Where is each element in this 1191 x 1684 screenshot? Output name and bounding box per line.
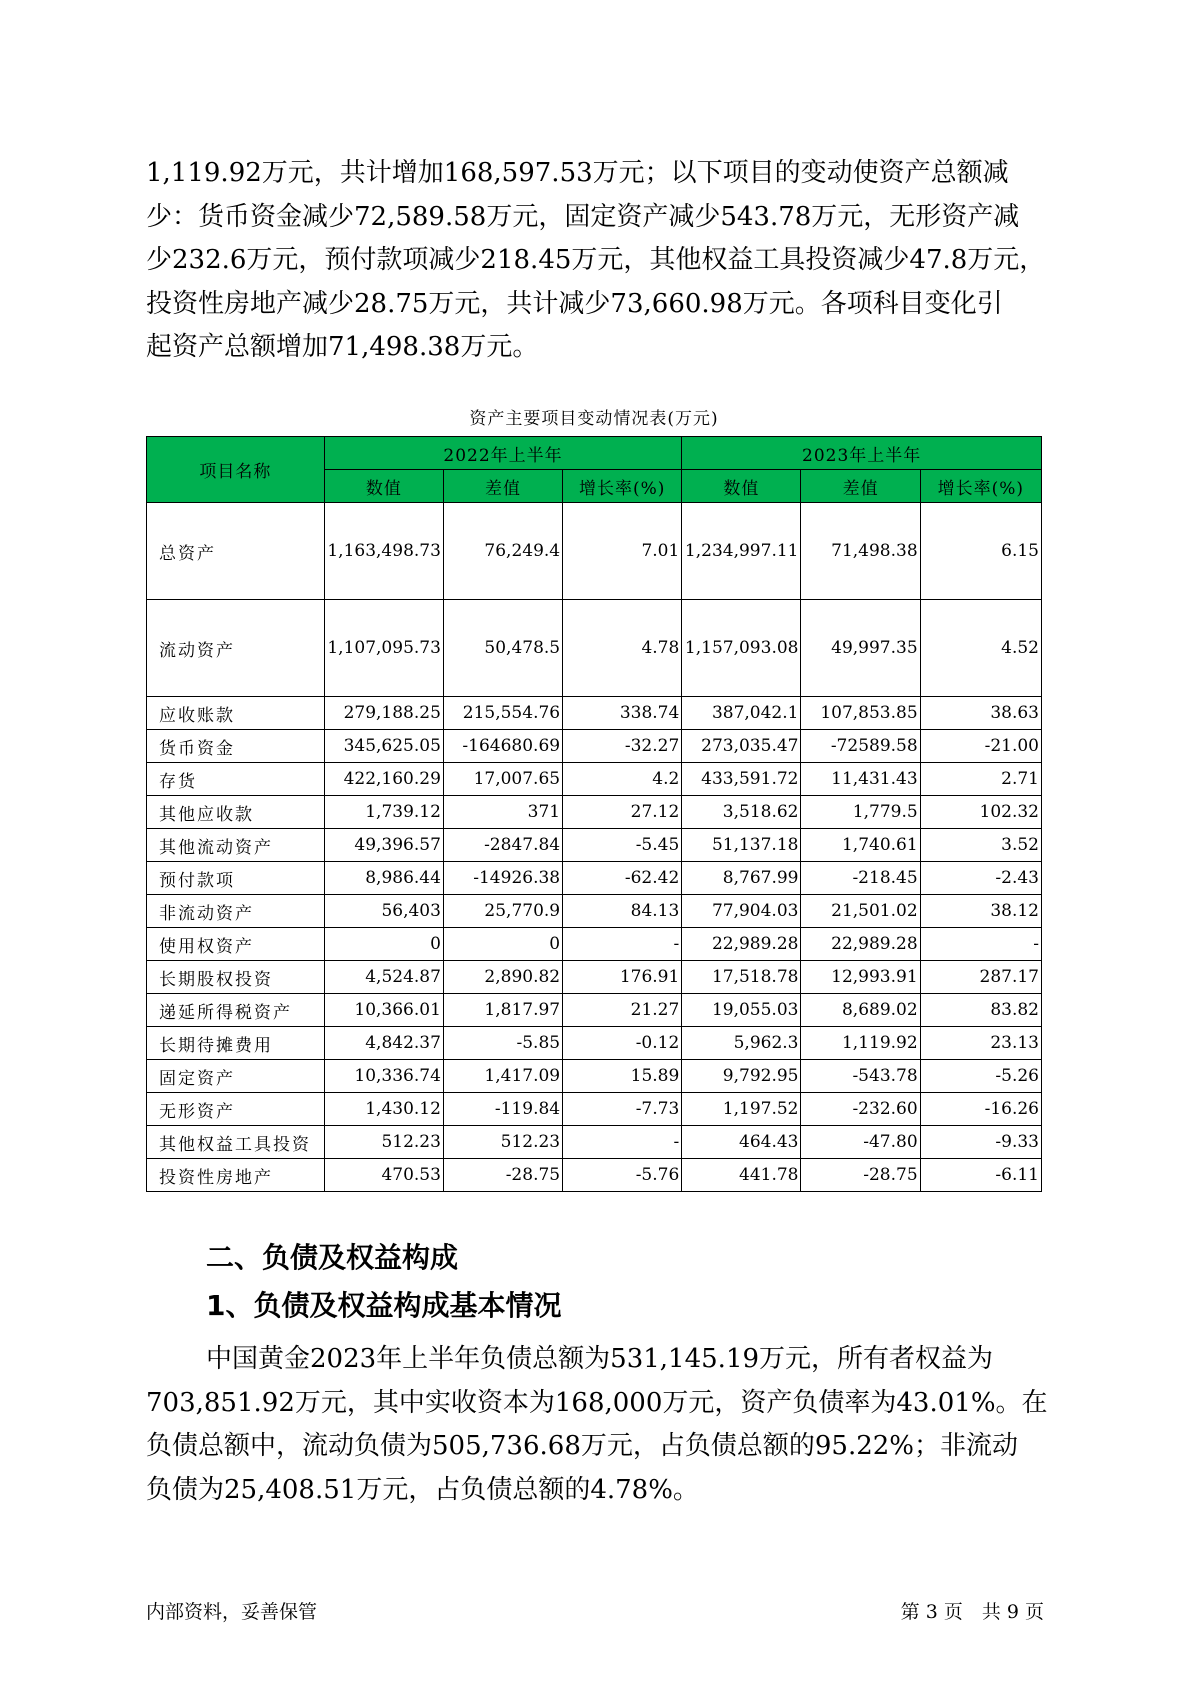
- rate-2023-cell: 287.17: [920, 961, 1041, 994]
- diff-2022-cell: 17,007.65: [443, 763, 562, 796]
- table-header-row: [147, 437, 1042, 470]
- diff-2023-cell: -72589.58: [801, 730, 920, 763]
- table-row: [147, 796, 1042, 829]
- item-name-cell: 投资性房地产: [147, 1159, 325, 1192]
- value-2023-cell: 77,904.03: [682, 895, 801, 928]
- diff-2023-cell: 71,498.38: [801, 503, 920, 600]
- item-name-cell: 固定资产: [147, 1060, 325, 1093]
- value-2022-cell: 0: [324, 928, 443, 961]
- intro-line: 投资性房地产减少28.75万元，共计减少73,660.98万元。各项科目变化引: [146, 288, 1003, 319]
- diff-2023-cell: -28.75: [801, 1159, 920, 1192]
- value-2022-cell: 470.53: [324, 1159, 443, 1192]
- value-2022-cell: 8,986.44: [324, 862, 443, 895]
- diff-2023-cell: 8,689.02: [801, 994, 920, 1027]
- rate-2023-cell: 2.71: [920, 763, 1041, 796]
- table-row: [147, 829, 1042, 862]
- rate-2022-cell: -32.27: [563, 730, 682, 763]
- item-name-cell: 预付款项: [147, 862, 325, 895]
- value-2022-cell: 1,739.12: [324, 796, 443, 829]
- value-2023-cell: 51,137.18: [682, 829, 801, 862]
- value-2023-cell: 19,055.03: [682, 994, 801, 1027]
- liability-paragraph: [146, 1338, 1046, 1512]
- diff-2022-cell: -119.84: [443, 1093, 562, 1126]
- liability-line: 负债总额中，流动负债为505,736.68万元，占负债总额的95.22%；非流动: [146, 1431, 1019, 1461]
- diff-2022-cell: 1,417.09: [443, 1060, 562, 1093]
- table-body: [147, 503, 1042, 1192]
- rate-2022-cell: 4.78: [563, 600, 682, 697]
- item-name-cell: 长期股权投资: [147, 961, 325, 994]
- value-2023-cell: 387,042.1: [682, 697, 801, 730]
- diff-2023-cell: -218.45: [801, 862, 920, 895]
- diff-2022-cell: 215,554.76: [443, 697, 562, 730]
- table-row: [147, 862, 1042, 895]
- table-row: [147, 1027, 1042, 1060]
- diff-header-2023: 差值: [801, 470, 920, 503]
- value-2022-cell: 4,524.87: [324, 961, 443, 994]
- value-2023-cell: 1,157,093.08: [682, 600, 801, 697]
- rate-2023-cell: 83.82: [920, 994, 1041, 1027]
- value-2023-cell: 5,962.3: [682, 1027, 801, 1060]
- table-row: [147, 961, 1042, 994]
- table-row: [147, 895, 1042, 928]
- value-2023-cell: 433,591.72: [682, 763, 801, 796]
- diff-2023-cell: 22,989.28: [801, 928, 920, 961]
- diff-2022-cell: 512.23: [443, 1126, 562, 1159]
- liability-line: 703,851.92万元，其中实收资本为168,000万元，资产负债率为43.01%。在: [146, 1387, 1048, 1418]
- table-row: [147, 1060, 1042, 1093]
- diff-2022-cell: -5.85: [443, 1027, 562, 1060]
- value-2022-cell: 4,842.37: [324, 1027, 443, 1060]
- table-row: [147, 503, 1042, 600]
- table-row: [147, 763, 1042, 796]
- item-name-cell: 使用权资产: [147, 928, 325, 961]
- value-2023-cell: 8,767.99: [682, 862, 801, 895]
- diff-2022-cell: -14926.38: [443, 862, 562, 895]
- value-2022-cell: 56,403: [324, 895, 443, 928]
- rate-2023-cell: 102.32: [920, 796, 1041, 829]
- table-row: [147, 730, 1042, 763]
- diff-2022-cell: 50,478.5: [443, 600, 562, 697]
- diff-2022-cell: 76,249.4: [443, 503, 562, 600]
- value-2023-cell: 9,792.95: [682, 1060, 801, 1093]
- item-name-cell: 其他流动资产: [147, 829, 325, 862]
- period-2023-header: 2023年上半年: [682, 437, 1042, 470]
- value-2022-cell: 345,625.05: [324, 730, 443, 763]
- subsection-heading: 1、负债及权益构成基本情况: [206, 1289, 562, 1322]
- rate-2023-cell: -2.43: [920, 862, 1041, 895]
- item-name-cell: 流动资产: [147, 600, 325, 697]
- diff-2023-cell: 11,431.43: [801, 763, 920, 796]
- diff-2023-cell: -232.60: [801, 1093, 920, 1126]
- intro-line: 少：货币资金减少72,589.58万元，固定资产减少543.78万元，无形资产减: [146, 201, 1020, 232]
- item-name-cell: 其他权益工具投资: [147, 1126, 325, 1159]
- diff-2023-cell: 12,993.91: [801, 961, 920, 994]
- value-2022-cell: 512.23: [324, 1126, 443, 1159]
- value-2022-cell: 10,336.74: [324, 1060, 443, 1093]
- intro-paragraph: [146, 152, 1046, 370]
- diff-2023-cell: 21,501.02: [801, 895, 920, 928]
- page-number: 第 3 页 共 9 页: [900, 1601, 1044, 1623]
- section-heading: 二、负债及权益构成: [206, 1241, 459, 1274]
- diff-2023-cell: 49,997.35: [801, 600, 920, 697]
- item-name-cell: 其他应收款: [147, 796, 325, 829]
- table-row: [147, 1126, 1042, 1159]
- value-2023-cell: 1,234,997.11: [682, 503, 801, 600]
- rate-2022-cell: 27.12: [563, 796, 682, 829]
- rate-2023-cell: -9.33: [920, 1126, 1041, 1159]
- rate-2023-cell: 23.13: [920, 1027, 1041, 1060]
- value-2022-cell: 279,188.25: [324, 697, 443, 730]
- value-2022-cell: 10,366.01: [324, 994, 443, 1027]
- table-row: [147, 994, 1042, 1027]
- item-name-cell: 存货: [147, 763, 325, 796]
- diff-2022-cell: 371: [443, 796, 562, 829]
- rate-2022-cell: 84.13: [563, 895, 682, 928]
- value-2022-cell: 1,163,498.73: [324, 503, 443, 600]
- item-name-cell: 总资产: [147, 503, 325, 600]
- rate-2022-cell: 21.27: [563, 994, 682, 1027]
- value-2023-cell: 273,035.47: [682, 730, 801, 763]
- value-2023-cell: 3,518.62: [682, 796, 801, 829]
- rate-header-2023: 增长率(%): [920, 470, 1041, 503]
- rate-2023-cell: -16.26: [920, 1093, 1041, 1126]
- asset-change-table: [146, 436, 1042, 1192]
- rate-2022-cell: 176.91: [563, 961, 682, 994]
- value-2023-cell: 441.78: [682, 1159, 801, 1192]
- item-name-cell: 无形资产: [147, 1093, 325, 1126]
- value-2023-cell: 1,197.52: [682, 1093, 801, 1126]
- rate-header-2022: 增长率(%): [563, 470, 682, 503]
- value-2022-cell: 422,160.29: [324, 763, 443, 796]
- item-name-cell: 递延所得税资产: [147, 994, 325, 1027]
- intro-line: 少232.6万元，预付款项减少218.45万元，其他权益工具投资减少47.8万元，: [146, 245, 1046, 275]
- table-caption: 资产主要项目变动情况表(万元): [469, 409, 719, 429]
- diff-2022-cell: -2847.84: [443, 829, 562, 862]
- diff-2023-cell: 1,740.61: [801, 829, 920, 862]
- rate-2023-cell: -5.26: [920, 1060, 1041, 1093]
- diff-2023-cell: 1,119.92: [801, 1027, 920, 1060]
- value-2023-cell: 464.43: [682, 1126, 801, 1159]
- rate-2022-cell: 15.89: [563, 1060, 682, 1093]
- diff-2022-cell: 25,770.9: [443, 895, 562, 928]
- rate-2023-cell: 38.12: [920, 895, 1041, 928]
- value-2023-cell: 17,518.78: [682, 961, 801, 994]
- diff-2022-cell: 1,817.97: [443, 994, 562, 1027]
- rate-2022-cell: 7.01: [563, 503, 682, 600]
- diff-2022-cell: 2,890.82: [443, 961, 562, 994]
- value-2022-cell: 1,107,095.73: [324, 600, 443, 697]
- diff-header-2022: 差值: [443, 470, 562, 503]
- rate-2022-cell: 4.2: [563, 763, 682, 796]
- rate-2023-cell: -: [920, 928, 1041, 961]
- value-2023-cell: 22,989.28: [682, 928, 801, 961]
- value-header-2023: 数值: [682, 470, 801, 503]
- period-2022-header: 2022年上半年: [324, 437, 682, 470]
- item-name-cell: 货币资金: [147, 730, 325, 763]
- rate-2022-cell: -7.73: [563, 1093, 682, 1126]
- value-2022-cell: 49,396.57: [324, 829, 443, 862]
- rate-2022-cell: -5.76: [563, 1159, 682, 1192]
- diff-2023-cell: -543.78: [801, 1060, 920, 1093]
- rate-2022-cell: 338.74: [563, 697, 682, 730]
- footer-confidential-note: 内部资料，妥善保管: [146, 1601, 318, 1623]
- rate-2023-cell: 38.63: [920, 697, 1041, 730]
- liability-line: 负债为25,408.51万元，占负债总额的4.78%。: [146, 1474, 699, 1505]
- item-name-header: 项目名称: [147, 437, 325, 503]
- table-row: [147, 697, 1042, 730]
- rate-2023-cell: 6.15: [920, 503, 1041, 600]
- diff-2022-cell: -28.75: [443, 1159, 562, 1192]
- diff-2022-cell: 0: [443, 928, 562, 961]
- diff-2022-cell: -164680.69: [443, 730, 562, 763]
- diff-2023-cell: 1,779.5: [801, 796, 920, 829]
- rate-2023-cell: -6.11: [920, 1159, 1041, 1192]
- rate-2023-cell: -21.00: [920, 730, 1041, 763]
- item-name-cell: 非流动资产: [147, 895, 325, 928]
- rate-2023-cell: 4.52: [920, 600, 1041, 697]
- rate-2022-cell: -62.42: [563, 862, 682, 895]
- intro-line: 起资产总额增加71,498.38万元。: [146, 332, 539, 362]
- rate-2022-cell: -: [563, 1126, 682, 1159]
- table-row: [147, 600, 1042, 697]
- rate-2022-cell: -5.45: [563, 829, 682, 862]
- item-name-cell: 长期待摊费用: [147, 1027, 325, 1060]
- liability-line: 中国黄金2023年上半年负债总额为531,145.19万元，所有者权益为: [206, 1344, 994, 1374]
- table-row: [147, 1093, 1042, 1126]
- item-name-cell: 应收账款: [147, 697, 325, 730]
- intro-line: 1,119.92万元，共计增加168,597.53万元；以下项目的变动使资产总额减: [146, 158, 1009, 188]
- rate-2022-cell: -: [563, 928, 682, 961]
- diff-2023-cell: -47.80: [801, 1126, 920, 1159]
- rate-2022-cell: -0.12: [563, 1027, 682, 1060]
- table-row: [147, 928, 1042, 961]
- value-2022-cell: 1,430.12: [324, 1093, 443, 1126]
- value-header-2022: 数值: [324, 470, 443, 503]
- diff-2023-cell: 107,853.85: [801, 697, 920, 730]
- table-row: [147, 1159, 1042, 1192]
- rate-2023-cell: 3.52: [920, 829, 1041, 862]
